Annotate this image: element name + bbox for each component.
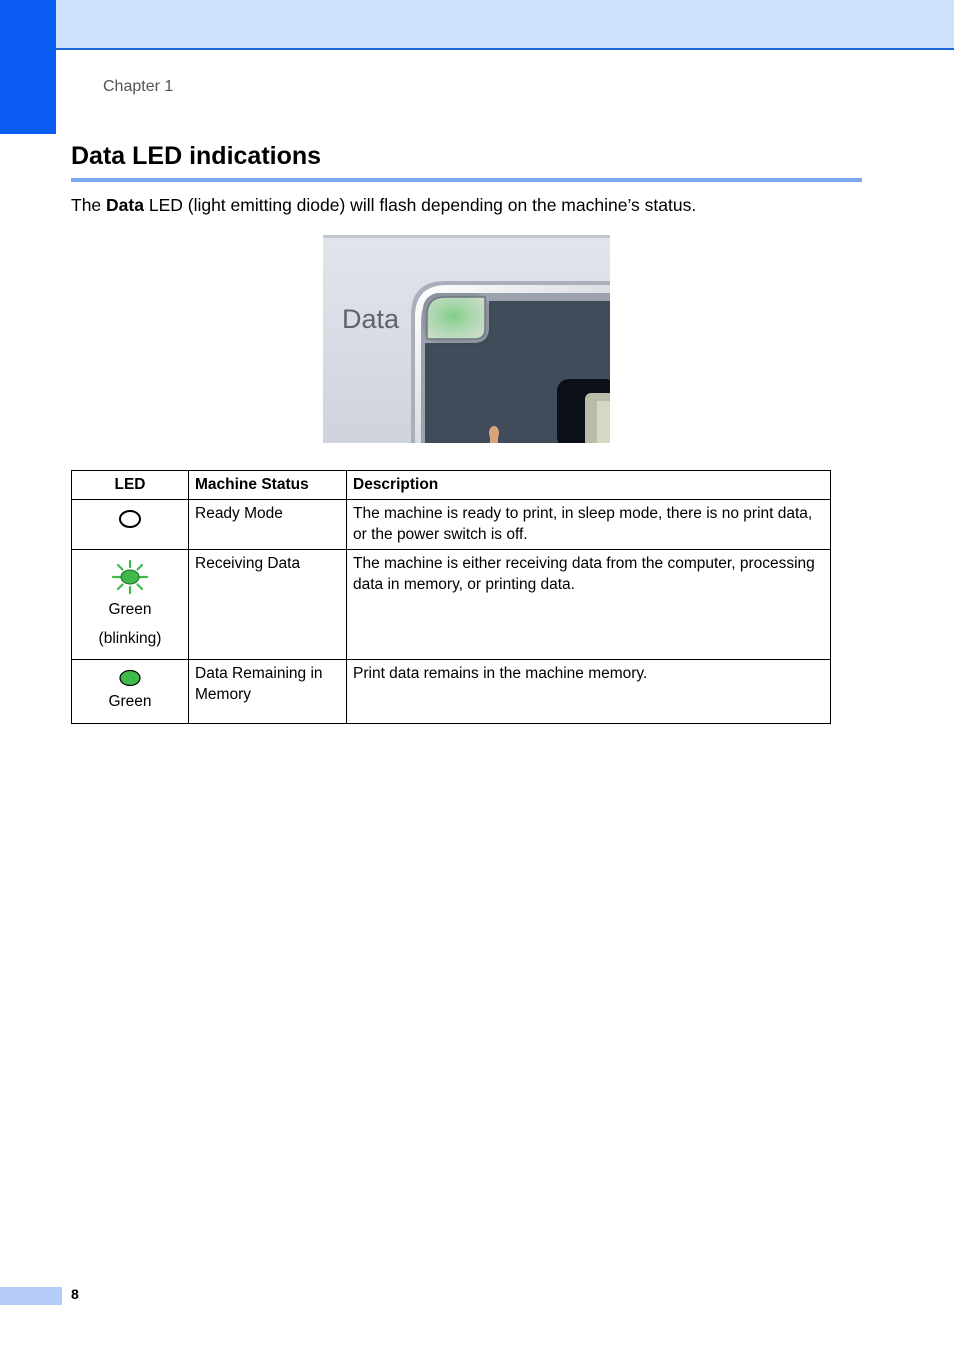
- page-number: 8: [71, 1286, 79, 1302]
- description-cell: The machine is ready to print, in sleep mode, there is no print data, or the power switch is off.: [347, 500, 831, 550]
- column-header-led: LED: [72, 471, 189, 500]
- control-panel-photo: [323, 235, 610, 443]
- led-off-icon: [117, 507, 143, 531]
- led-cell: [72, 660, 189, 724]
- page-number-tab: [0, 1287, 62, 1305]
- intro-paragraph: [71, 195, 696, 216]
- led-cell: [72, 500, 189, 550]
- chapter-label: Chapter 1: [103, 78, 174, 95]
- table-header-row: [72, 471, 831, 500]
- column-header-status: Machine Status: [189, 471, 347, 500]
- intro-bold-term: Data: [106, 195, 144, 215]
- led-green-icon: [117, 667, 143, 689]
- description-cell: The machine is either receiving data from the computer, processing data in memory, or printing data.: [347, 550, 831, 660]
- led-status-table: [71, 470, 831, 724]
- table-row: [72, 660, 831, 724]
- intro-suffix: LED (light emitting diode) will flash depending on the machine’s status.: [143, 195, 697, 215]
- table-row: [72, 500, 831, 550]
- chapter-tab: [0, 0, 56, 134]
- led-blinking-green-icon: [110, 559, 150, 595]
- column-header-description: Description: [347, 471, 831, 500]
- status-cell: Receiving Data: [189, 550, 347, 660]
- control-panel-illustration: [323, 235, 610, 443]
- led-color-label: Green: [108, 601, 152, 618]
- led-color-label: Green: [108, 693, 152, 710]
- status-cell: Data Remaining in Memory: [189, 660, 347, 724]
- led-state-label: (blinking): [98, 630, 162, 647]
- section-title: Data LED indications: [71, 142, 322, 170]
- header-band: [56, 0, 954, 50]
- intro-prefix: The: [71, 195, 107, 215]
- heading-rule: [71, 178, 862, 182]
- status-cell: Ready Mode: [189, 500, 347, 550]
- photo-data-label: Data: [342, 304, 400, 334]
- led-cell: [72, 550, 189, 660]
- description-cell: Print data remains in the machine memory.: [347, 660, 831, 724]
- table-row: [72, 550, 831, 660]
